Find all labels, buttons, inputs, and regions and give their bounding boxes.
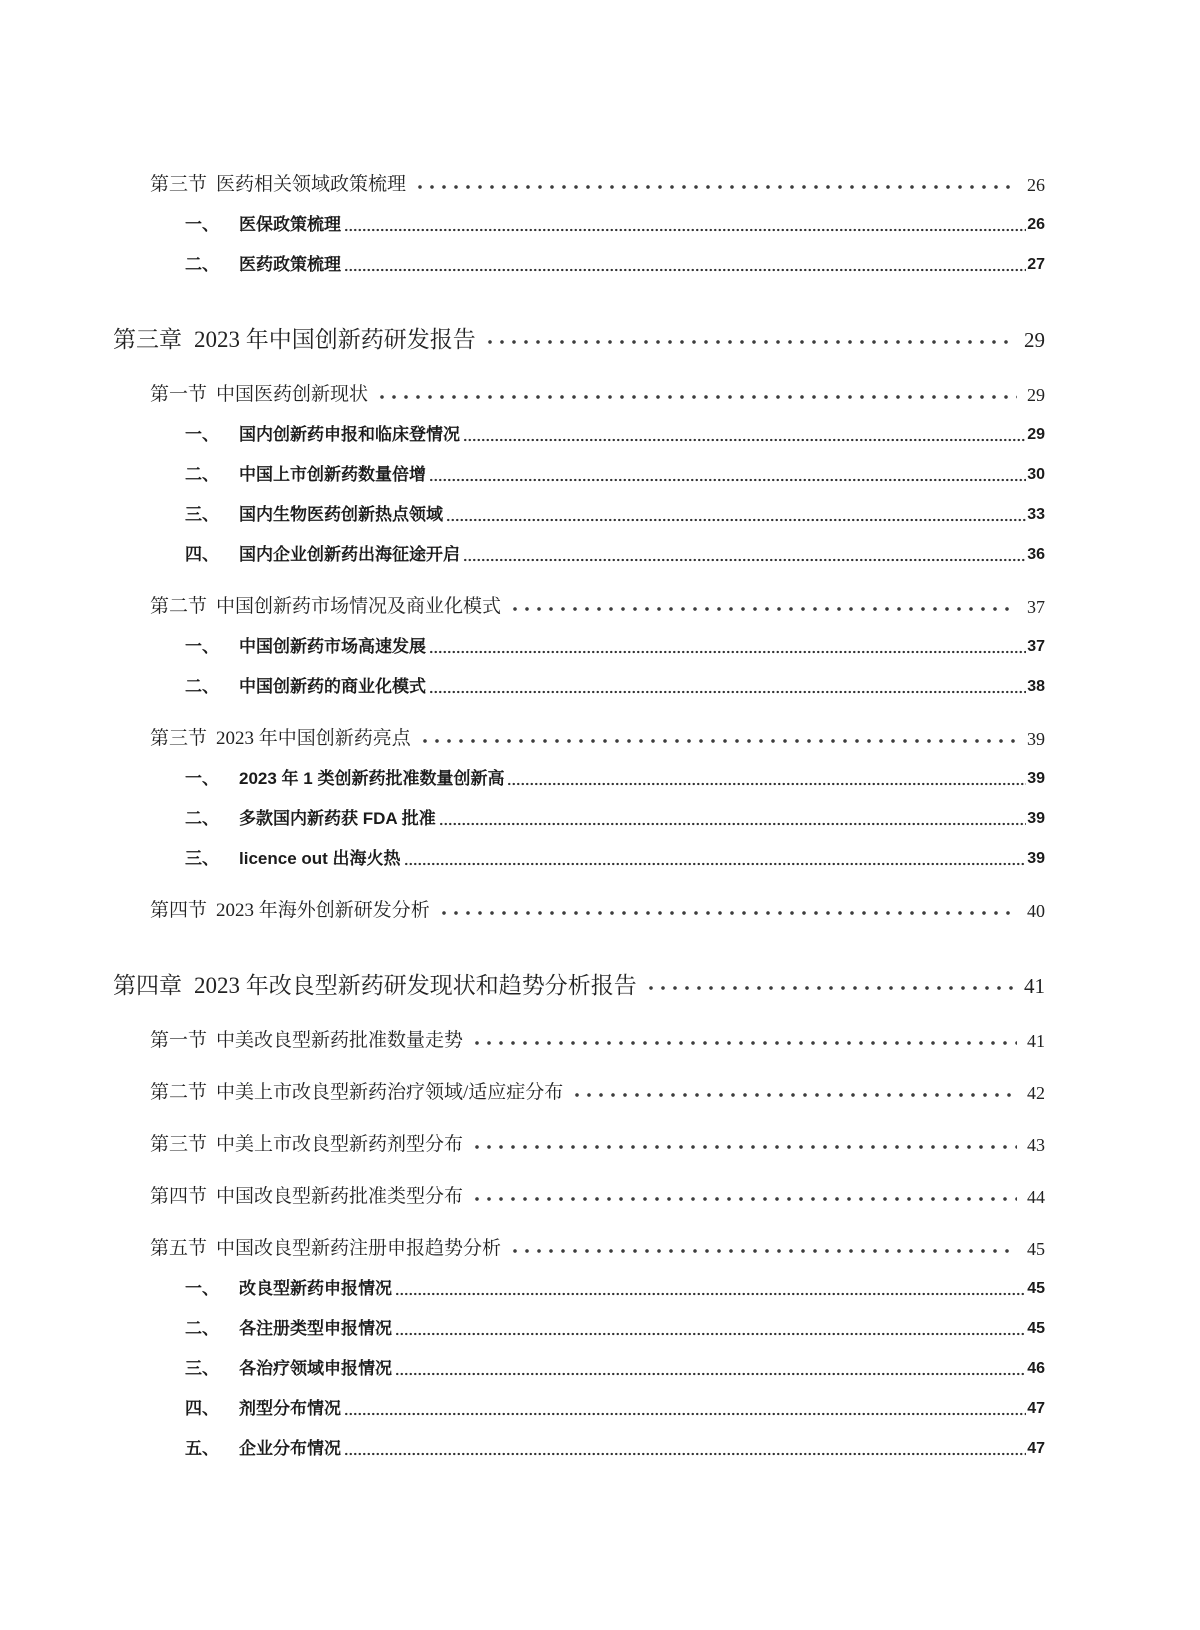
entry-page-number: 38 xyxy=(1027,678,1045,695)
toc-entry-item[interactable] xyxy=(113,674,1045,700)
entry-title: 改良型新药申报情况 xyxy=(239,1279,392,1298)
entry-title: 2023 年 1 类创新药批准数量创新高 xyxy=(239,769,505,788)
entry-number-label: 四、 xyxy=(185,1399,219,1418)
entry-page-number: 36 xyxy=(1027,546,1045,563)
dot-leader xyxy=(344,252,1026,278)
toc-entry-section[interactable] xyxy=(113,1184,1045,1210)
entry-title: 中国创新药市场高速发展 xyxy=(239,637,426,656)
entry-title: 中国改良型新药批准类型分布 xyxy=(216,1186,464,1207)
entry-title: 中国创新药的商业化模式 xyxy=(239,677,426,696)
entry-number-label: 一、 xyxy=(185,425,219,444)
dot-leader xyxy=(419,726,1017,752)
entry-page-number: 39 xyxy=(1027,770,1045,787)
dot-leader xyxy=(414,172,1017,198)
entry-title: 中国改良型新药注册申报趋势分析 xyxy=(216,1238,502,1259)
toc-entry-item[interactable] xyxy=(113,1436,1045,1462)
dot-leader xyxy=(429,674,1026,700)
entry-number-label: 四、 xyxy=(185,545,219,564)
entry-number-label: 第二节 xyxy=(150,1082,208,1103)
entry-number-label: 二、 xyxy=(185,677,219,696)
toc-entry-item[interactable] xyxy=(113,252,1045,278)
entry-number-label: 第一节 xyxy=(150,1030,208,1051)
entry-title: 国内创新药申报和临床登情况 xyxy=(239,425,460,444)
entry-title: 剂型分布情况 xyxy=(239,1399,341,1418)
entry-page-number: 37 xyxy=(1027,597,1045,617)
toc-entry-section[interactable] xyxy=(113,382,1045,408)
entry-title: licence out 出海火热 xyxy=(239,849,401,868)
entry-number-label: 五、 xyxy=(185,1439,219,1458)
toc-entry-item[interactable] xyxy=(113,846,1045,872)
toc-entry-item[interactable] xyxy=(113,502,1045,528)
dot-leader xyxy=(471,1184,1017,1210)
entry-number-label: 一、 xyxy=(185,637,219,656)
toc-entry-section[interactable] xyxy=(113,726,1045,752)
dot-leader xyxy=(507,766,1026,792)
toc-entry-item[interactable] xyxy=(113,212,1045,238)
toc-entry-item[interactable] xyxy=(113,1276,1045,1302)
dot-leader xyxy=(344,1436,1026,1462)
toc-entry-section[interactable] xyxy=(113,1080,1045,1106)
entry-title: 各治疗领域申报情况 xyxy=(239,1359,392,1378)
entry-page-number: 26 xyxy=(1027,216,1045,233)
entry-number-label: 二、 xyxy=(185,1319,219,1338)
entry-page-number: 40 xyxy=(1027,901,1045,921)
dot-leader xyxy=(395,1316,1026,1342)
entry-page-number: 29 xyxy=(1027,426,1045,443)
toc-entry-item[interactable] xyxy=(113,634,1045,660)
entry-number-label: 第一节 xyxy=(150,384,208,405)
entry-page-number: 41 xyxy=(1024,974,1045,998)
entry-title: 国内企业创新药出海征途开启 xyxy=(239,545,460,564)
entry-number-label: 第三节 xyxy=(150,728,208,749)
toc-entry-item[interactable] xyxy=(113,806,1045,832)
entry-title: 医药政策梳理 xyxy=(239,255,341,274)
dot-leader xyxy=(395,1356,1026,1382)
dot-leader xyxy=(395,1276,1026,1302)
entry-page-number: 39 xyxy=(1027,810,1045,827)
toc-entry-item[interactable] xyxy=(113,462,1045,488)
entry-number-label: 第四章 xyxy=(113,973,182,998)
toc-entry-section[interactable] xyxy=(113,172,1045,198)
dot-leader xyxy=(404,846,1027,872)
toc-entry-item[interactable] xyxy=(113,766,1045,792)
entry-number-label: 第五节 xyxy=(150,1238,208,1259)
entry-title: 医保政策梳理 xyxy=(239,215,341,234)
toc-entry-item[interactable] xyxy=(113,1316,1045,1342)
entry-title: 2023 年改良型新药研发现状和趋势分析报告 xyxy=(194,973,637,998)
toc-entry-item[interactable] xyxy=(113,1356,1045,1382)
dot-leader xyxy=(463,542,1026,568)
entry-page-number: 46 xyxy=(1027,1360,1045,1377)
toc-entry-chapter[interactable] xyxy=(113,324,1045,356)
entry-page-number: 41 xyxy=(1027,1031,1045,1051)
toc-entry-item[interactable] xyxy=(113,1396,1045,1422)
toc-entry-item[interactable] xyxy=(113,542,1045,568)
entry-number-label: 二、 xyxy=(185,465,219,484)
entry-number-label: 三、 xyxy=(185,505,219,524)
dot-leader xyxy=(471,1132,1017,1158)
entry-title: 中美上市改良型新药剂型分布 xyxy=(216,1134,464,1155)
entry-number-label: 一、 xyxy=(185,769,219,788)
dot-leader xyxy=(571,1080,1017,1106)
entry-page-number: 33 xyxy=(1027,506,1045,523)
dot-leader xyxy=(645,970,1014,1002)
entry-page-number: 47 xyxy=(1027,1440,1045,1457)
entry-page-number: 45 xyxy=(1027,1239,1045,1259)
toc-entry-section[interactable] xyxy=(113,1132,1045,1158)
entry-number-label: 三、 xyxy=(185,1359,219,1378)
dot-leader xyxy=(376,382,1017,408)
toc-entry-section[interactable] xyxy=(113,1028,1045,1054)
entry-page-number: 43 xyxy=(1027,1135,1045,1155)
entry-title: 中国创新药市场情况及商业化模式 xyxy=(216,596,502,617)
entry-page-number: 45 xyxy=(1027,1280,1045,1297)
dot-leader xyxy=(446,502,1026,528)
dot-leader xyxy=(471,1028,1017,1054)
entry-page-number: 29 xyxy=(1027,385,1045,405)
entry-page-number: 29 xyxy=(1024,328,1045,352)
entry-title: 2023 年中国创新药亮点 xyxy=(216,728,411,749)
entry-title: 中美上市改良型新药治疗领域/适应症分布 xyxy=(216,1082,564,1103)
entry-number-label: 二、 xyxy=(185,809,219,828)
dot-leader xyxy=(463,422,1026,448)
entry-number-label: 第三节 xyxy=(150,174,208,195)
entry-number-label: 第二节 xyxy=(150,596,208,617)
entry-page-number: 27 xyxy=(1027,256,1045,273)
entry-page-number: 47 xyxy=(1027,1400,1045,1417)
entry-title: 2023 年海外创新研发分析 xyxy=(216,900,430,921)
dot-leader xyxy=(429,462,1026,488)
entry-number-label: 一、 xyxy=(185,215,219,234)
entry-page-number: 44 xyxy=(1027,1187,1045,1207)
entry-page-number: 30 xyxy=(1027,466,1045,483)
entry-title: 中国医药创新现状 xyxy=(216,384,369,405)
entry-page-number: 45 xyxy=(1027,1320,1045,1337)
entry-number-label: 二、 xyxy=(185,255,219,274)
entry-number-label: 第四节 xyxy=(150,900,208,921)
toc-entry-section[interactable] xyxy=(113,1236,1045,1262)
toc-entry-chapter[interactable] xyxy=(113,970,1045,1002)
dot-leader xyxy=(438,898,1017,924)
entry-title: 中美改良型新药批准数量走势 xyxy=(216,1030,464,1051)
entry-title: 医药相关领域政策梳理 xyxy=(216,174,407,195)
entry-title: 各注册类型申报情况 xyxy=(239,1319,392,1338)
dot-leader xyxy=(439,806,1026,832)
entry-title: 国内生物医药创新热点领域 xyxy=(239,505,443,524)
entry-number-label: 第三节 xyxy=(150,1134,208,1155)
dot-leader xyxy=(509,1236,1017,1262)
entry-title: 多款国内新药获 FDA 批准 xyxy=(239,809,436,828)
dot-leader xyxy=(509,594,1017,620)
entry-title: 中国上市创新药数量倍增 xyxy=(239,465,426,484)
dot-leader xyxy=(344,212,1026,238)
dot-leader xyxy=(484,324,1014,356)
toc-entry-item[interactable] xyxy=(113,422,1045,448)
entry-page-number: 37 xyxy=(1027,638,1045,655)
entry-number-label: 三、 xyxy=(185,849,219,868)
entry-number-label: 第三章 xyxy=(113,327,182,352)
toc-entry-section[interactable] xyxy=(113,898,1045,924)
entry-title: 企业分布情况 xyxy=(239,1439,341,1458)
entry-page-number: 39 xyxy=(1027,850,1045,867)
entry-title: 2023 年中国创新药研发报告 xyxy=(194,327,476,352)
entry-number-label: 一、 xyxy=(185,1279,219,1298)
toc-entry-section[interactable] xyxy=(113,594,1045,620)
dot-leader xyxy=(344,1396,1026,1422)
entry-page-number: 26 xyxy=(1027,175,1045,195)
dot-leader xyxy=(429,634,1026,660)
entry-number-label: 第四节 xyxy=(150,1186,208,1207)
entry-page-number: 39 xyxy=(1027,729,1045,749)
toc-list xyxy=(113,172,1045,1462)
entry-page-number: 42 xyxy=(1027,1083,1045,1103)
